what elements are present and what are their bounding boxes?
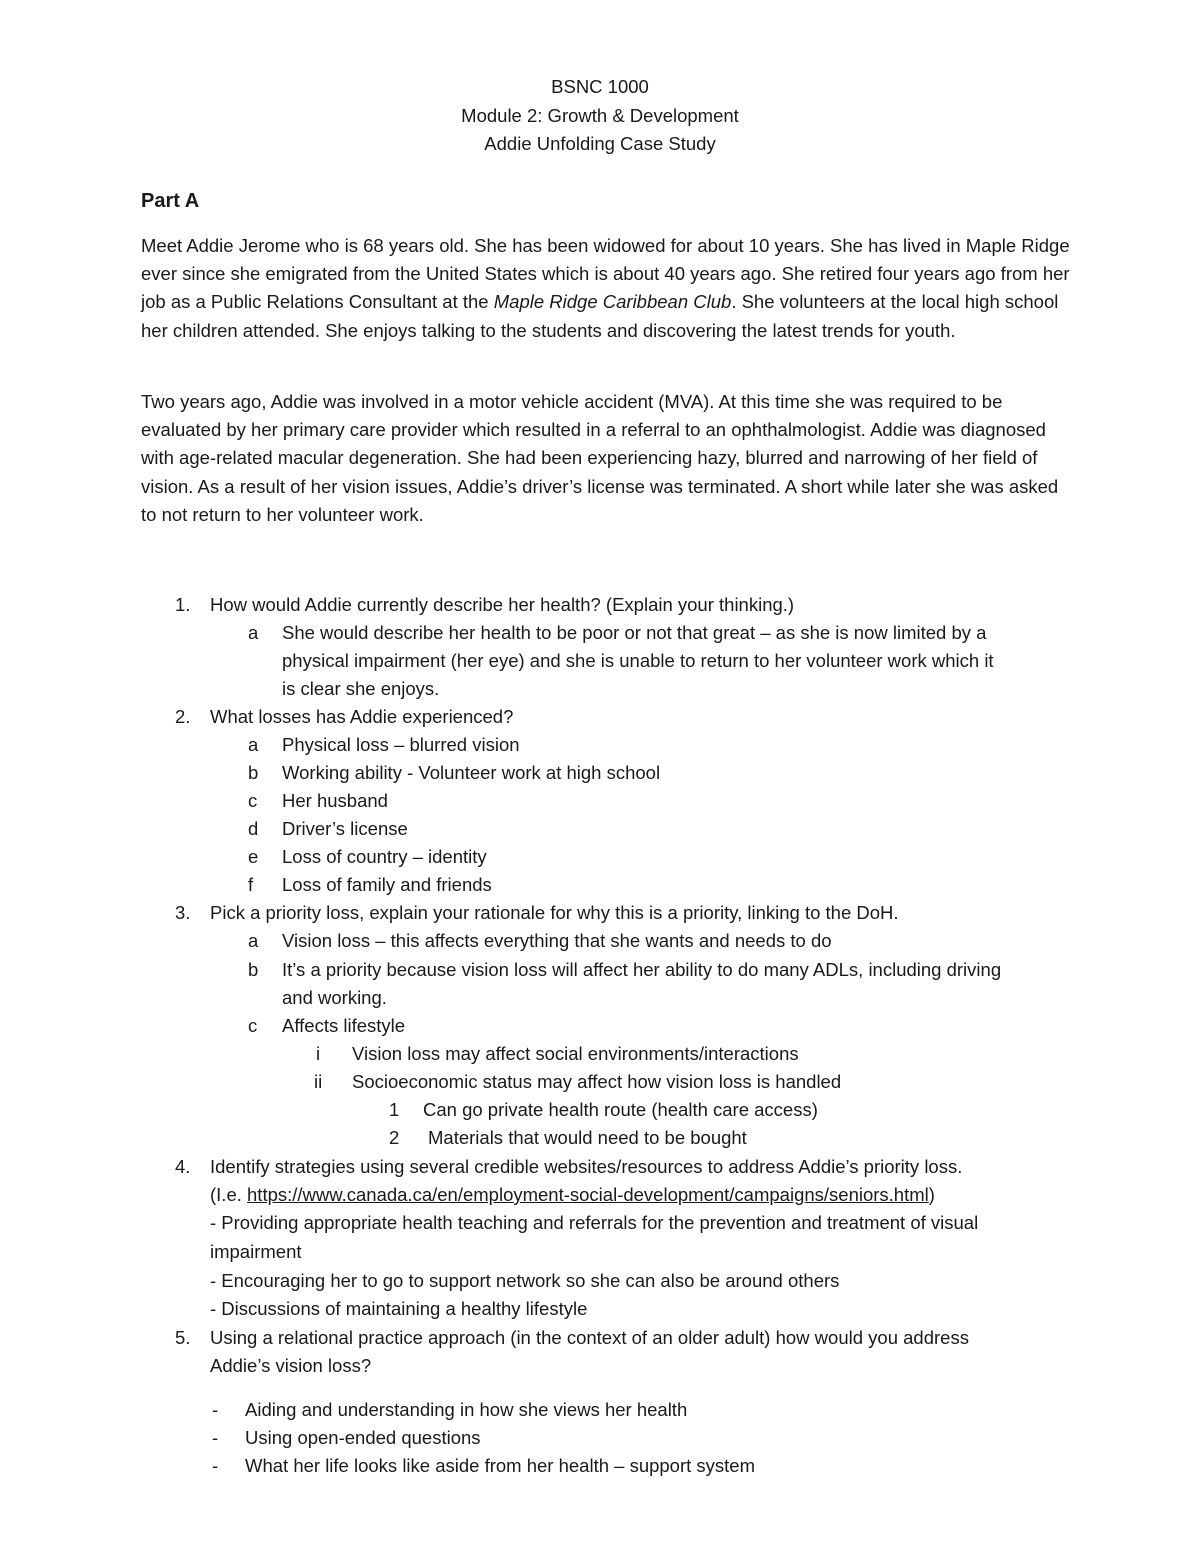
q3-a-text: Vision loss – this affects everything that she wants and needs to do <box>282 930 832 951</box>
q1-a-line1: She would describe her health to be poor or not that great – as she is now limited by a <box>282 622 987 643</box>
intro-text-2: . She volunteers at the local high school her children attended. She enjoys talking to the students and discovering the latest trends for youth. <box>141 291 1059 341</box>
q5-line1: Using a relational practice approach (in the context of an older adult) how would you address <box>210 1327 969 1348</box>
intro-text-1: Meet Addie Jerome who is 68 years old. She has been widowed for about 10 years. She has lived in Maple Ridge ever since she emigrated from the United States which is about 40 years ago. She retired four years ago from her job as a Public Relations Consultant at the <box>141 235 1070 313</box>
q2-item-marker: a <box>248 734 259 755</box>
q3-c2-marker: 2 <box>389 1127 400 1148</box>
q3-c-marker: c <box>248 1015 258 1036</box>
course-code: BSNC 1000 <box>551 76 649 97</box>
q5-bullet-marker: - <box>212 1455 219 1476</box>
q1-a-line3: is clear she enjoys. <box>282 678 440 699</box>
document-title: Addie Unfolding Case Study <box>484 133 716 154</box>
q3-b-line2: and working. <box>282 987 387 1008</box>
q4-answer: - Discussions of maintaining a healthy lifestyle <box>210 1298 588 1319</box>
q5-bullet-marker: - <box>212 1427 219 1448</box>
q2-item-marker: f <box>248 874 254 895</box>
q5-number: 5. <box>175 1327 191 1348</box>
q3-c-text: Affects lifestyle <box>282 1015 406 1036</box>
q3-a-marker: a <box>248 930 259 951</box>
q2-text: What losses has Addie experienced? <box>210 706 514 727</box>
q5-bullet-marker: - <box>212 1399 219 1420</box>
q4-ref-prefix: (I.e. <box>210 1184 248 1205</box>
q2-item-marker: c <box>248 790 258 811</box>
q1-text: How would Addie currently describe her health? (Explain your thinking.) <box>210 594 795 615</box>
q4-number: 4. <box>175 1156 191 1177</box>
q3-number: 3. <box>175 902 191 923</box>
q3-b-marker: b <box>248 959 259 980</box>
q5-bullet: Using open-ended questions <box>245 1427 481 1448</box>
q1-number: 1. <box>175 594 191 615</box>
part-heading: Part A <box>141 190 200 212</box>
accident-paragraph: Two years ago, Addie was involved in a motor vehicle accident (MVA). At this time she was required to be evaluated by her primary care provider which resulted in a referral to an ophthalmologist. Addie was diagnosed with age-related macular degeneration. She had been experiencing hazy, blurred and narrowing of her field of vision. As a result of her vision issues, Addie’s driver’s license was terminated. A short while later she was asked to not return to her volunteer work. <box>141 391 1059 525</box>
q3-c1-text: Can go private health route (health care access) <box>423 1099 818 1120</box>
q3-c2-text: Materials that would need to be bought <box>428 1127 747 1148</box>
q3-cii-marker: ii <box>314 1071 323 1092</box>
q4-answer: - Encouraging her to go to support network so she can also be around others <box>210 1270 840 1291</box>
q2-item-marker: e <box>248 846 259 867</box>
q3-b-line1: It’s a priority because vision loss will affect her ability to do many ADLs, including driving <box>282 959 1002 980</box>
module-title: Module 2: Growth & Development <box>461 105 739 126</box>
q3-ci-text: Vision loss may affect social environments/interactions <box>352 1043 799 1064</box>
q4-ref-suffix: ) <box>928 1184 935 1205</box>
q2-item: Loss of country – identity <box>282 846 487 867</box>
q1-a-line2: physical impairment (her eye) and she is unable to return to her volunteer work which it <box>282 650 994 671</box>
q2-item: Working ability - Volunteer work at high school <box>282 762 661 783</box>
q2-item: Her husband <box>282 790 388 811</box>
canada-seniors-link[interactable]: https://www.canada.ca/en/employment-social-development/campaigns/seniors.html <box>247 1184 929 1205</box>
q5-line2: Addie’s vision loss? <box>210 1355 372 1376</box>
q5-bullet: What her life looks like aside from her health – support system <box>245 1455 756 1476</box>
q4-answer: impairment <box>210 1241 302 1262</box>
q5-bullet: Aiding and understanding in how she views her health <box>245 1399 688 1420</box>
q4-reference <box>210 1182 935 1208</box>
q4-text: Identify strategies using several credible websites/resources to address Addie’s priority loss. <box>210 1156 963 1177</box>
club-name: Maple Ridge Caribbean Club <box>493 291 732 313</box>
q3-cii-text: Socioeconomic status may affect how vision loss is handled <box>352 1071 842 1092</box>
q3-ci-marker: i <box>316 1043 321 1064</box>
q2-item: Loss of family and friends <box>282 874 492 895</box>
q2-item-marker: d <box>248 818 259 839</box>
q3-c1-marker: 1 <box>389 1099 400 1120</box>
q2-item-marker: b <box>248 762 259 783</box>
intro-paragraph <box>141 232 1071 345</box>
q2-item: Physical loss – blurred vision <box>282 734 520 755</box>
q3-text: Pick a priority loss, explain your rationale for why this is a priority, linking to the DoH. <box>210 902 899 923</box>
q4-answer: - Providing appropriate health teaching and referrals for the prevention and treatment of visual <box>210 1212 979 1233</box>
q1-a-marker: a <box>248 622 259 643</box>
q2-number: 2. <box>175 706 191 727</box>
q2-item: Driver’s license <box>282 818 408 839</box>
